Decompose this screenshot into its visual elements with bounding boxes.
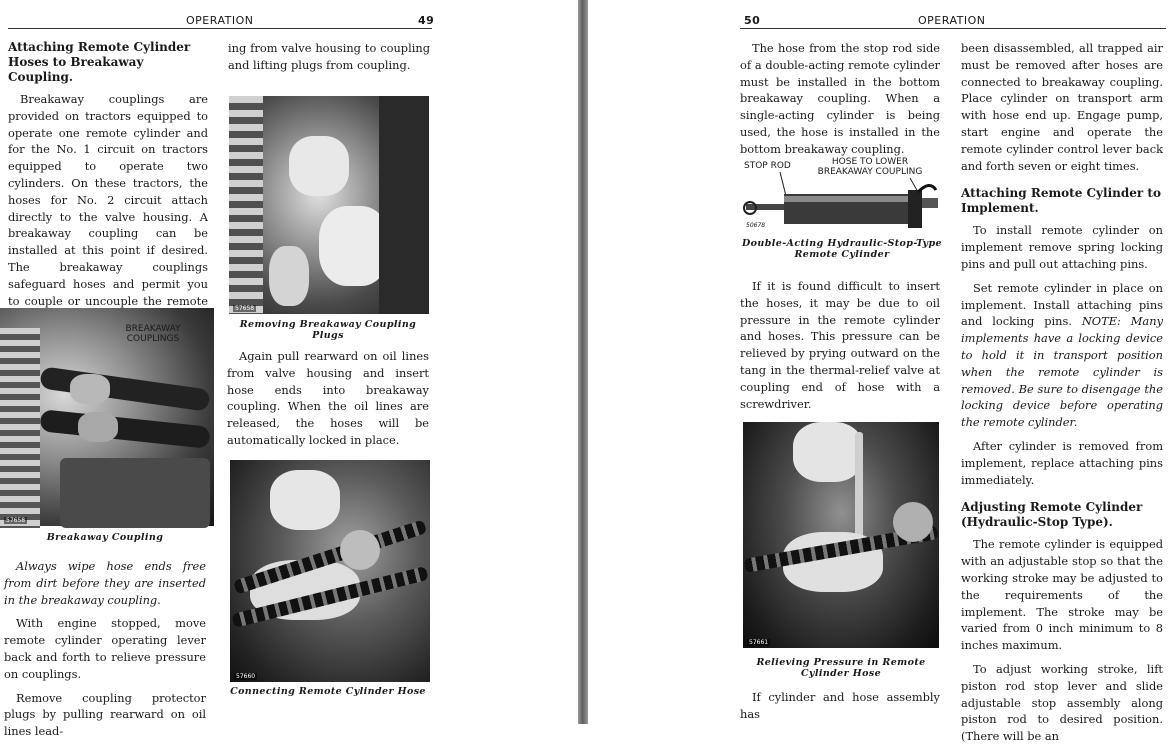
left-column-bottom bbox=[4, 558, 206, 747]
header-rule bbox=[8, 28, 432, 29]
diagram-label-hose: HOSE TO LOWER BREAKAWAY COUPLING bbox=[817, 157, 923, 177]
diagram-number: 50678 bbox=[746, 222, 766, 229]
paragraph-text: Set remote cylinder in place on implement. Install attaching pins and locking pins. bbox=[961, 280, 1163, 329]
paragraph: Breakaway couplings are provided on tractors equipped to operate one remote cylinder and for the No. 1 circuit on tractors equipped to operate two cylinders. On these tractors, the hoses for No. 2 circuit attach directly to the valve housing. A breakaway coupling can be installed at this point if desired. The breakaway couplings safeguard hoses and permit you to couple or uncouple the remote bbox=[8, 92, 208, 308]
section-heading: Adjusting Remote Cylinder (Hydraulic-Stop Type). bbox=[961, 500, 1143, 530]
paragraph: Again pull rearward on oil lines from valve housing and insert hose ends into breakaway coupling. When the oil lines are released, the hoses will be automatically locked in place. bbox=[227, 349, 429, 447]
paragraph: To adjust working stroke, lift piston rod stop lever and slide adjustable stop assembly along piston rod to desired position. (There will be an bbox=[961, 661, 1163, 744]
figure-caption: Connecting Remote Cylinder Hose bbox=[230, 686, 426, 697]
diagram-label-stop-rod: STOP ROD bbox=[744, 161, 791, 171]
paragraph: After cylinder is removed from implement, replace attaching pins immediately. bbox=[961, 438, 1163, 487]
paragraph: With engine stopped, move remote cylinder operating lever back and forth to relieve pressure on couplings. bbox=[4, 616, 206, 681]
paragraph-italic: Always wipe hose ends free from dirt before they are inserted in the breakaway coupling. bbox=[4, 559, 206, 607]
paragraph: If it is found difficult to insert the hoses, it may be due to oil pressure in the remote cylinder and hoses. This pressure can be relieved by prying outward on the tang in the thermal-relief valve at coupling end of hose with a screwdriver. bbox=[740, 279, 940, 411]
paragraph: ing from valve housing to coupling and lifting plugs from coupling. bbox=[228, 41, 430, 72]
left-column-top bbox=[740, 40, 940, 165]
left-page bbox=[0, 0, 578, 739]
breakaway-coupling-photo bbox=[0, 308, 214, 526]
paragraph: To install remote cylinder on implement remove spring locking pins and pull out attaching pins. bbox=[961, 223, 1163, 271]
page-number: 50 bbox=[744, 14, 761, 27]
paragraph: If cylinder and hose assembly has bbox=[740, 690, 940, 721]
page-number: 49 bbox=[418, 14, 435, 27]
note-text: NOTE: Many implements have a locking device to hold it in transport position when the remote cylinder is removed. Be sure to disengage the locking device before operating the remote cylinder. bbox=[961, 314, 1163, 430]
right-column-middle bbox=[227, 348, 429, 456]
removing-plugs-photo bbox=[229, 96, 429, 314]
page-header-section: OPERATION bbox=[918, 14, 986, 27]
figure-caption: Double-Acting Hydraulic-Stop-Type Remote Cylinder bbox=[742, 238, 942, 260]
right-column bbox=[961, 40, 1163, 752]
right-page bbox=[588, 0, 1173, 744]
section-heading: Attaching Remote Cylinder Hoses to Breakaway Coupling. bbox=[8, 40, 191, 84]
photo-number: 57658 bbox=[6, 517, 26, 524]
left-column-bottom bbox=[740, 689, 940, 730]
book-gutter bbox=[578, 0, 588, 724]
right-column-top bbox=[228, 40, 430, 81]
photo-number: 57658 bbox=[235, 305, 255, 312]
left-column-top bbox=[8, 40, 208, 333]
photo-callout-label: BREAKAWAY COUPLINGS bbox=[125, 324, 181, 344]
paragraph: been disassembled, all trapped air must be removed after hoses are connected to breakaway coupling. Place cylinder on transport arm with hose end up. Engage pump, start engine and operate the remote cylinder control lever back and forth seven or eight times. bbox=[961, 41, 1163, 173]
paragraph: Remove coupling protector plugs by pulling rearward on oil lines lead- bbox=[4, 690, 206, 739]
paragraph: The remote cylinder is equipped with an adjustable stop so that the working stroke may be adjusted to the requirements of the implement. The stroke may be varied from 0 inch minimum to 8 inches maximum. bbox=[961, 537, 1163, 653]
connecting-hose-photo bbox=[230, 460, 430, 682]
cylinder-diagram bbox=[740, 156, 942, 232]
left-column-middle bbox=[740, 278, 940, 419]
cylinder-drawing bbox=[740, 156, 942, 232]
figure-caption: Relieving Pressure in Remote Cylinder Hose bbox=[756, 657, 926, 679]
paragraph: The hose from the stop rod side of a double-acting remote cylinder must be installed in the bottom breakaway coupling. When a single-acting cylinder is being used, the hose is installed in the bottom breakaway coupling. bbox=[740, 41, 940, 156]
header-rule bbox=[740, 28, 1166, 29]
figure-caption: Breakaway Coupling bbox=[46, 532, 164, 543]
page-header-section: OPERATION bbox=[186, 14, 254, 27]
relieving-pressure-photo bbox=[743, 422, 939, 648]
figure-caption: Removing Breakaway Coupling Plugs bbox=[239, 319, 417, 341]
photo-number: 57660 bbox=[236, 673, 256, 680]
paragraph-with-note bbox=[961, 280, 1163, 431]
photo-number: 57661 bbox=[749, 639, 769, 646]
section-heading: Attaching Remote Cylinder to Implement. bbox=[961, 186, 1161, 216]
